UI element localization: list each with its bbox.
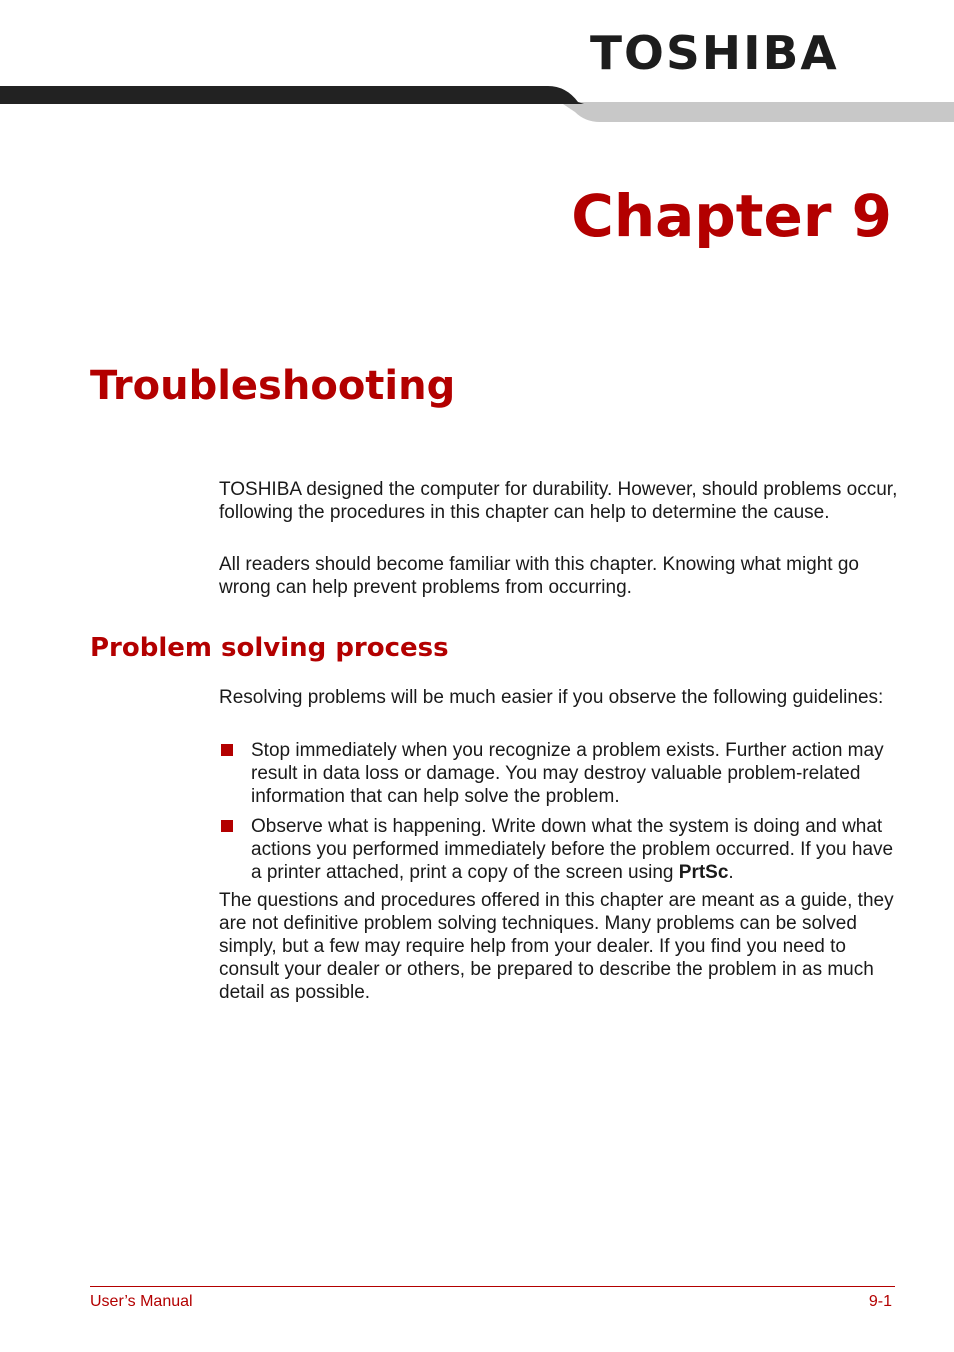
closing-paragraph: The questions and procedures offered in this chapter are meant as a guide, they are not definitive problem solving techniques. Many problems can be solved simply, but a few may require help from your dealer. If you find you need to consult your dealer or others, be prepared to describe the problem in as much detail as possible. <box>219 890 894 1003</box>
footer-rule <box>90 1286 895 1287</box>
list-item-text: Stop immediately when you recognize a problem exists. Further action may result in data loss or damage. You may destroy valuable problem-related information that can help solve the problem. <box>251 740 884 807</box>
page-number: 9-1 <box>868 1293 892 1310</box>
subsection-lead: Resolving problems will be much easier if you observe the following guidelines: <box>219 687 884 708</box>
header-band-light <box>560 102 954 122</box>
key-name: PrtSc <box>678 862 729 883</box>
list-item-text-end: . <box>728 862 734 883</box>
chapter-title: Chapter 9 <box>571 182 892 250</box>
list-item <box>219 739 899 808</box>
toshiba-logo: TOSHIBA <box>590 26 839 80</box>
header-band <box>0 82 954 126</box>
intro-paragraph-1: TOSHIBA designed the computer for durability. However, should problems occur, following the procedures in this chapter can help to determine the cause. <box>219 479 898 523</box>
intro-paragraph-2: All readers should become familiar with this chapter. Knowing what might go wrong can help prevent problems from occurring. <box>219 554 859 598</box>
subsection-title: Problem solving process <box>90 633 449 663</box>
header-band-dark <box>0 86 584 104</box>
list-item <box>219 815 899 884</box>
footer-manual-label: User’s Manual <box>90 1293 193 1310</box>
bullet-square-icon <box>221 744 233 756</box>
section-title: Troubleshooting <box>90 363 456 409</box>
guidelines-list <box>219 739 899 891</box>
bullet-square-icon <box>221 820 233 832</box>
list-item-text: Observe what is happening. Write down what the system is doing and what actions you performed immediately before the problem occurred. If you have a printer attached, print a copy of the screen using <box>251 816 894 883</box>
